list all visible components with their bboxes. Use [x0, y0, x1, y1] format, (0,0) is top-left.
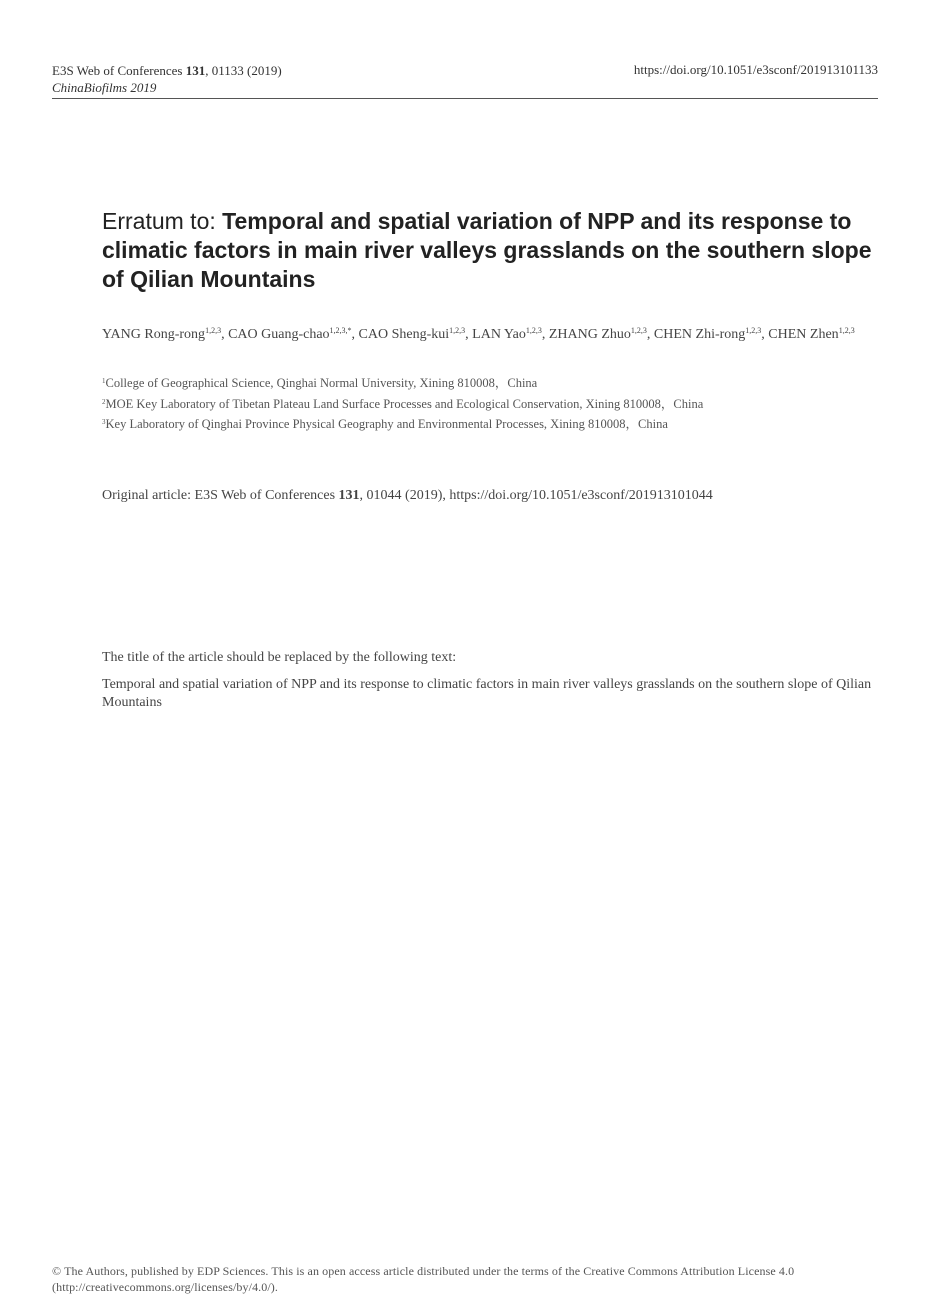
author-affiliation-marker: 1,2,3 [205, 326, 222, 335]
article-title [102, 207, 882, 294]
author-name: ZHANG Zhuo [548, 327, 631, 342]
conference-name: ChinaBiofilms 2019 [52, 80, 157, 95]
author-affiliation-marker: 1,2,3,* [329, 326, 352, 335]
author-affiliation-marker: 1,2,3 [745, 326, 762, 335]
header-divider [52, 98, 878, 99]
author-name: CAO Guang-chao [228, 327, 330, 342]
affiliation-list [102, 372, 892, 434]
author-affiliation-marker: 1,2,3 [449, 326, 466, 335]
author-list: YANG Rong-rong$^{1,2,3}$, CAO Guang-chao$^{1,2,3,*}$, CAO Sheng-kui$^{1,2,3}$, LAN Yao$^{1,2,3}$, ZHANG Zhuo$^{1,2,3}$, CHEN Zhi-rong$^{1,2,3}$, CHEN Zhen$^{1,2,3}$ [102, 326, 855, 342]
erratum-prefix: Erratum to: [102, 208, 223, 234]
original-article-doi[interactable]: , 01044 (2019), https://doi.org/10.1051/e3sconf/201913101044 [359, 488, 713, 503]
running-header [52, 62, 282, 96]
original-article-reference: Original article: E3S Web of Conferences 131, 01044 (2019), https://doi.org/10.1051/e3sconf/201913101044 [102, 488, 713, 503]
author-affiliation-marker: 1,2,3 [630, 326, 647, 335]
correction-statement: The title of the article should be replaced by the following text: [102, 650, 457, 665]
author-name: YANG Rong-rong [102, 327, 206, 342]
journal-citation: E3S Web of Conferences 131, 01133 (2019) [52, 63, 282, 78]
header-doi[interactable]: https://doi.org/10.1051/e3sconf/201913101133 [633, 62, 878, 77]
original-volume: 131 [338, 488, 360, 503]
author-name: CAO Sheng-kui [358, 327, 450, 342]
author-name: CHEN Zhen [768, 327, 839, 342]
title-text: Temporal and spatial variation of NPP and its response to climatic factors in main river valleys grasslands on the southern slope of Qilian Mountains [102, 208, 872, 292]
author-name: LAN Yao [472, 327, 526, 342]
journal-volume: 131 [185, 63, 206, 78]
author-affiliation-marker: 1,2,3 [525, 326, 542, 335]
author-name: CHEN Zhi-rong [653, 327, 746, 342]
author-affiliation-marker: 1,2,3 [838, 326, 855, 335]
affiliation-item: $^3$Key Laboratory of Qinghai Province Physical Geography and Environmental Processes, Xining 810008，China [102, 417, 668, 431]
corrected-title: Temporal and spatial variation of NPP and its response to climatic factors in main river valleys grasslands on the southern slope of Qilian Mountains [102, 677, 872, 710]
affiliation-item: $^1$College of Geographical Science, Qinghai Normal University, Xining 810008，China [102, 376, 538, 390]
affiliation-item: $^2$MOE Key Laboratory of Tibetan Plateau Land Surface Processes and Ecological Conservation, Xining 810008，China [102, 396, 704, 411]
license-footer: © The Authors, published by EDP Sciences. This is an open access article distributed under the terms of the Creative Commons Attribution License 4.0 (http://creativecommons.org/licenses/by/4.0/). [52, 1264, 795, 1294]
